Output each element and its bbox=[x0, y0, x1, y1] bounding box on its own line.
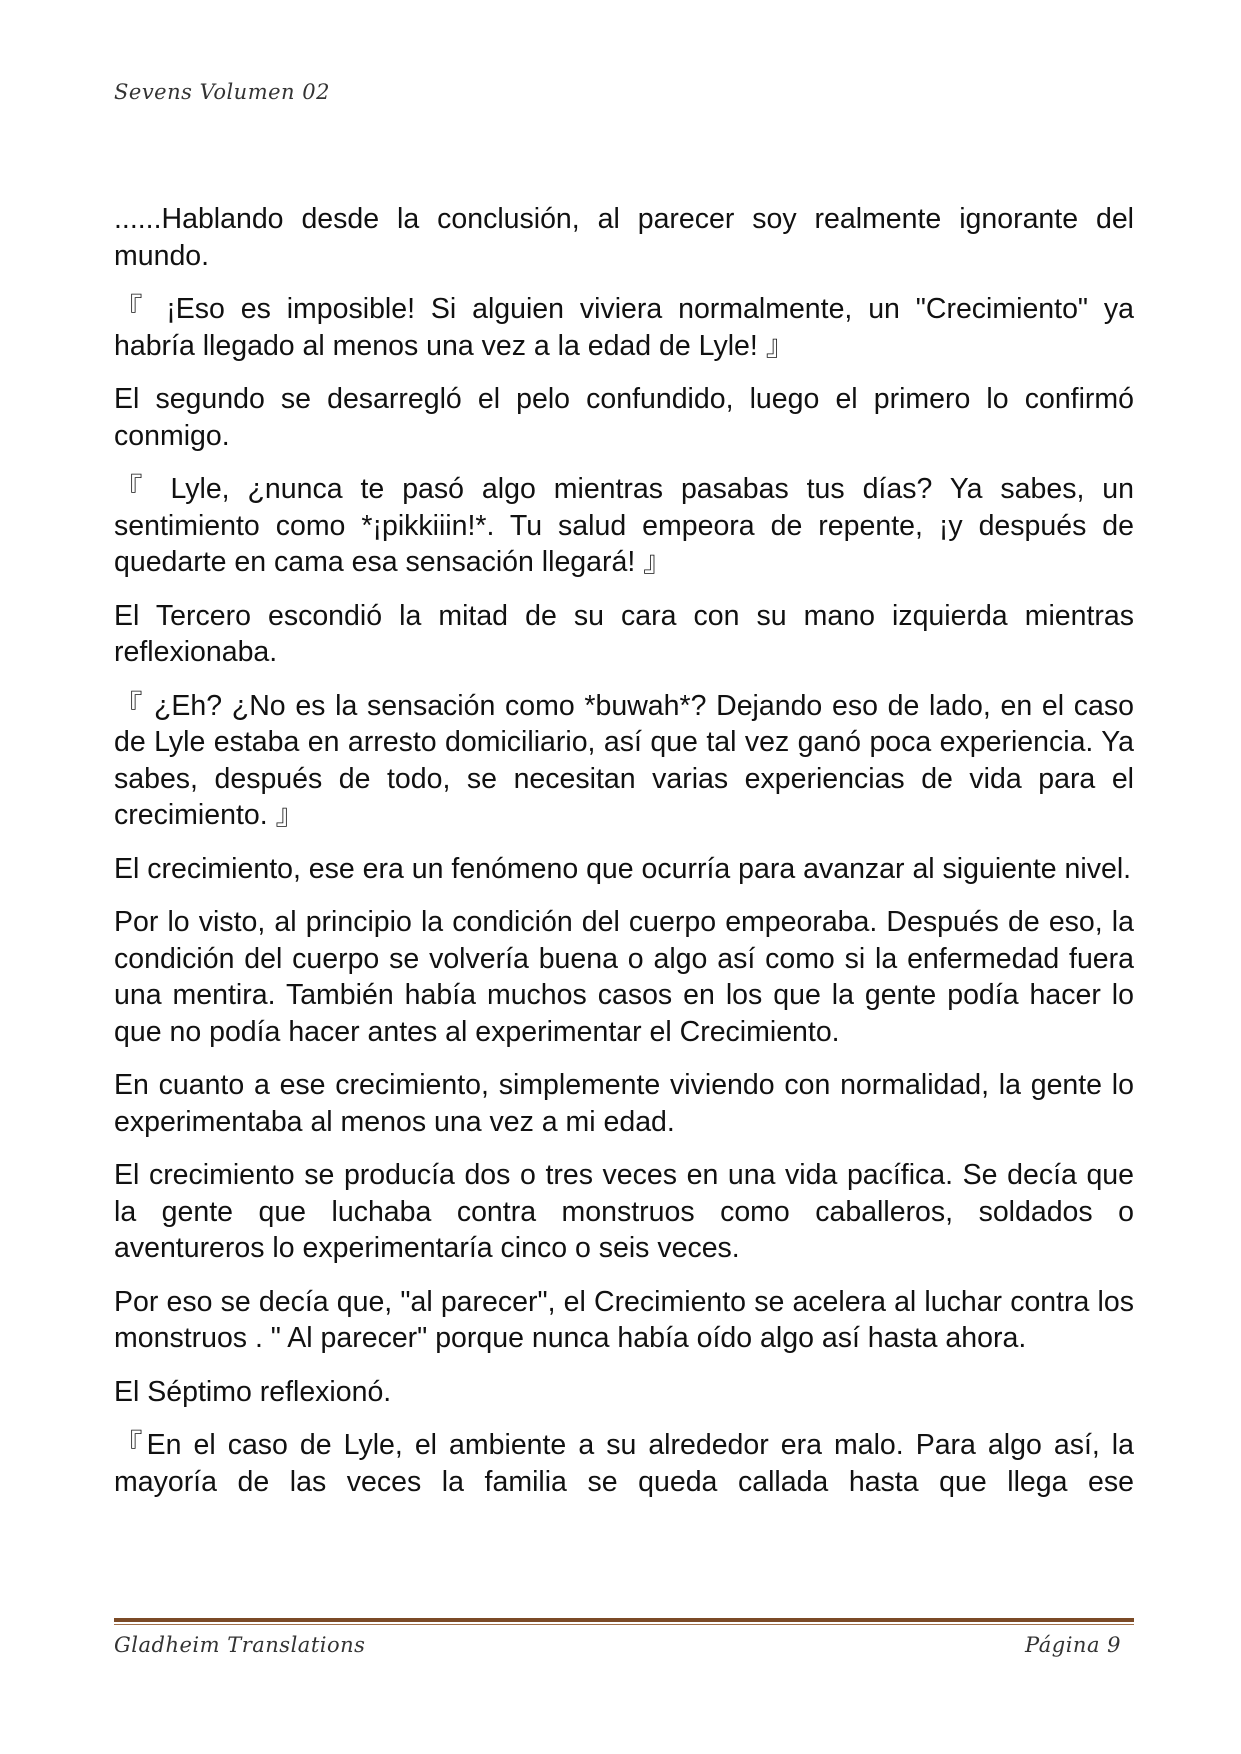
footer-divider-thick bbox=[114, 1618, 1134, 1622]
paragraph: 『En el caso de Lyle, el ambiente a su alrededor era malo. Para algo así, la mayoría de las veces la familia se queda callada hasta que llega ese bbox=[114, 1429, 1134, 1498]
paragraph: El segundo se desarregló el pelo confundido, luego el primero lo confirmó conmigo. bbox=[114, 383, 1134, 452]
paragraph: ......Hablando desde la conclusión, al parecer soy realmente ignorante del mundo. bbox=[114, 203, 1134, 272]
footer-translator: Gladheim Translations bbox=[114, 1633, 366, 1657]
page-number: Página 9 bbox=[1025, 1633, 1121, 1657]
paragraph: El crecimiento se producía dos o tres veces en una vida pacífica. Se decía que la gente que luchaba contra monstruos como caballeros, soldados o aventureros lo experimentaría cinco o seis veces. bbox=[114, 1159, 1134, 1264]
paragraph: 『 ¿Eh? ¿No es la sensación como *buwah*? Dejando eso de lado, en el caso de Lyle estaba en arresto domiciliario, así que tal vez ganó poca experiencia. Ya sabes, después de todo, se necesitan varias experiencias de vida para el crecimiento. 』 bbox=[114, 689, 1134, 831]
paragraph: Por lo visto, al principio la condición del cuerpo empeoraba. Después de eso, la condición del cuerpo se volvería buena o algo así como si la enfermedad fuera una mentira. También había muchos casos en los que la gente podía hacer lo que no podía hacer antes al experimentar el Crecimiento. bbox=[114, 906, 1134, 1048]
paragraph: 『 Lyle, ¿nunca te pasó algo mientras pasabas tus días? Ya sabes, un sentimiento como *¡pikkiiin!*. Tu salud empeora de repente, ¡y después de quedarte en cama esa sensación llegará! 』 bbox=[114, 473, 1134, 578]
paragraph: Por eso se decía que, "al parecer", el Crecimiento se acelera al luchar contra los monstruos . " Al parecer" porque nunca había oído algo así hasta ahora. bbox=[114, 1285, 1134, 1354]
paragraph: En cuanto a ese crecimiento, simplemente viviendo con normalidad, la gente lo experimentaba al menos una vez a mi edad. bbox=[114, 1069, 1134, 1138]
footer-divider-thin bbox=[114, 1624, 1134, 1625]
body-text bbox=[114, 201, 1134, 1517]
paragraph: El Tercero escondió la mitad de su cara con su mano izquierda mientras reflexionaba. bbox=[114, 599, 1134, 668]
running-header: Sevens Volumen 02 bbox=[114, 80, 330, 104]
paragraph: 『 ¡Eso es imposible! Si alguien viviera normalmente, un "Crecimiento" ya habría llegado al menos una vez a la edad de Lyle! 』 bbox=[114, 293, 1134, 362]
footer-divider bbox=[114, 1618, 1134, 1624]
paragraph: El Séptimo reflexionó. bbox=[114, 1375, 392, 1408]
paragraph: El crecimiento, ese era un fenómeno que ocurría para avanzar al siguiente nivel. bbox=[114, 852, 1132, 885]
